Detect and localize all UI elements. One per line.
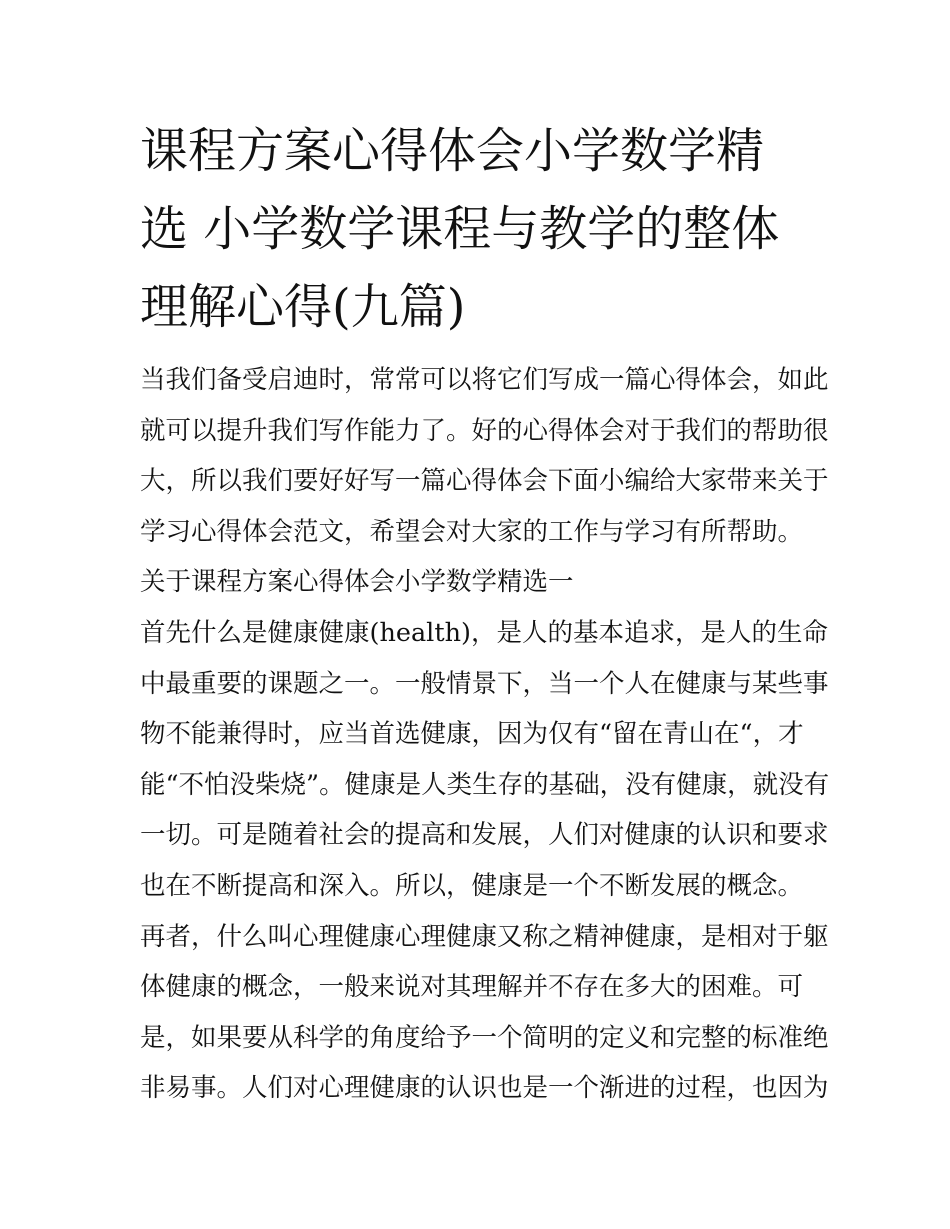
body-line: 再者，什么叫心理健康心理健康又称之精神健康，是相对于躯 xyxy=(140,921,829,952)
body-line: 学习心得体会范文，希望会对大家的工作与学习有所帮助。 xyxy=(140,516,804,547)
body-line: 大，所以我们要好好写一篇心得体会下面小编给大家带来关于 xyxy=(140,466,829,497)
body-line: 物不能兼得时，应当首选健康，因为仅有“留在青山在“，才 xyxy=(140,719,804,750)
body-line: 首先什么是健康健康(health)，是人的基本追求，是人的生命 xyxy=(140,617,828,648)
document-title xyxy=(140,112,779,346)
body-line: 当我们备受启迪时，常常可以将它们写成一篇心得体会，如此 xyxy=(140,365,829,395)
title-line: 理解心得(九篇) xyxy=(140,279,466,335)
title-line: 课程方案心得体会小学数学精 xyxy=(140,123,765,179)
body-line: 一切。可是随着社会的提高和发展，人们对健康的认识和要求 xyxy=(140,820,829,851)
body-line: 中最重要的课题之一。一般情景下，当一个人在健康与某些事 xyxy=(140,668,829,699)
body-line: 体健康的概念，一般来说对其理解并不存在多大的困难。可 xyxy=(140,972,804,1003)
section-heading: 关于课程方案心得体会小学数学精选一 xyxy=(140,567,574,598)
document-body xyxy=(140,355,829,1114)
body-line: 是，如果要从科学的角度给予一个简明的定义和完整的标准绝 xyxy=(140,1022,829,1053)
body-line: 也在不断提高和深入。所以，健康是一个不断发展的概念。 xyxy=(140,870,804,901)
body-line: 就可以提升我们写作能力了。好的心得体会对于我们的帮助很 xyxy=(140,415,829,446)
body-line: 非易事。人们对心理健康的认识也是一个渐进的过程，也因为 xyxy=(140,1073,829,1104)
title-line: 选 小学数学课程与教学的整体 xyxy=(140,201,780,257)
body-line: 能“不怕没柴烧”。健康是人类生存的基础，没有健康，就没有 xyxy=(140,769,830,800)
